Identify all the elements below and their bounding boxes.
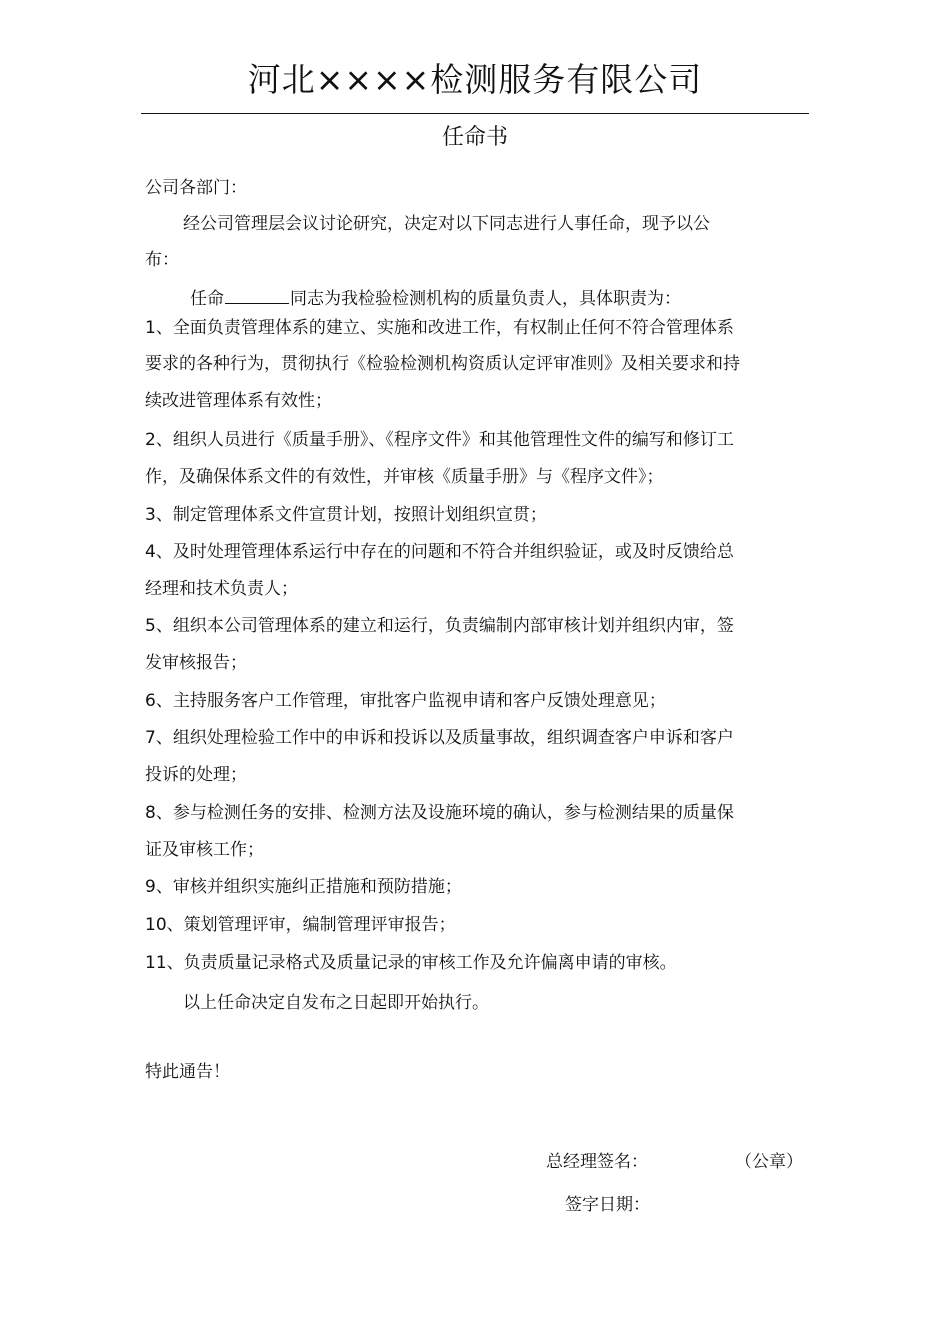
duty-line: 要求的各种行为，贯彻执行《检验检测机构资质认定评审准则》及相关要求和持: [145, 354, 740, 374]
notice-text: 特此通告！: [145, 1062, 230, 1082]
gm-signature-label: 总经理签名：: [546, 1152, 648, 1172]
duty-line: 1、全面负责管理体系的建立、实施和改进工作，有权制止任何不符合管理体系: [145, 318, 734, 338]
document-title: 任命书: [441, 125, 508, 150]
signature-date-label: 签字日期：: [565, 1195, 650, 1215]
duty-line: 10、策划管理评审，编制管理评审报告；: [145, 915, 456, 935]
duty-line: 投诉的处理；: [145, 765, 247, 785]
company-seal-label: （公章）: [735, 1152, 803, 1172]
appointment-statement: [190, 285, 855, 311]
duty-line: 证及审核工作；: [145, 840, 264, 860]
company-name-heading: 河北××××检测服务有限公司: [247, 60, 703, 99]
duty-line: 5、组织本公司管理体系的建立和运行，负责编制内部审核计划并组织内审，签: [145, 616, 734, 636]
closing-statement: 以上任命决定自发布之日起即开始执行。: [183, 993, 489, 1013]
duty-line: 6、主持服务客户工作管理，审批客户监视申请和客户反馈处理意见；: [145, 691, 666, 711]
duty-line: 2、组织人员进行《质量手册》、《程序文件》和其他管理性文件的编写和修订工: [145, 430, 734, 450]
intro-line-2: 布：: [145, 250, 179, 270]
duty-line: 11、负责质量记录格式及质量记录的审核工作及允许偏离申请的审核。: [145, 953, 677, 973]
duty-line: 9、审核并组织实施纠正措施和预防措施；: [145, 877, 462, 897]
heading-divider: [141, 113, 809, 114]
duty-line: 7、组织处理检验工作中的申诉和投诉以及质量事故，组织调查客户申诉和客户: [145, 728, 734, 748]
duty-line: 3、制定管理体系文件宣贯计划，按照计划组织宣贯；: [145, 505, 547, 525]
duty-line: 续改进管理体系有效性；: [145, 391, 332, 411]
appointment-prefix: 任命: [190, 289, 224, 309]
duty-line: 作，及确保体系文件的有效性，并审核《质量手册》与《程序文件》；: [145, 467, 664, 487]
name-blank: [225, 285, 289, 304]
duty-line: 8、参与检测任务的安排、检测方法及设施环境的确认，参与检测结果的质量保: [145, 803, 734, 823]
appointment-suffix: 同志为我检验检测机构的质量负责人，具体职责为：: [290, 289, 681, 309]
duty-line: 4、及时处理管理体系运行中存在的问题和不符合并组织验证，或及时反馈给总: [145, 542, 734, 562]
salutation: 公司各部门：: [145, 178, 247, 198]
duty-line: 发审核报告；: [145, 653, 247, 673]
intro-line-1: 经公司管理层会议讨论研究，决定对以下同志进行人事任命，现予以公: [183, 214, 710, 234]
duty-line: 经理和技术负责人；: [145, 579, 298, 599]
